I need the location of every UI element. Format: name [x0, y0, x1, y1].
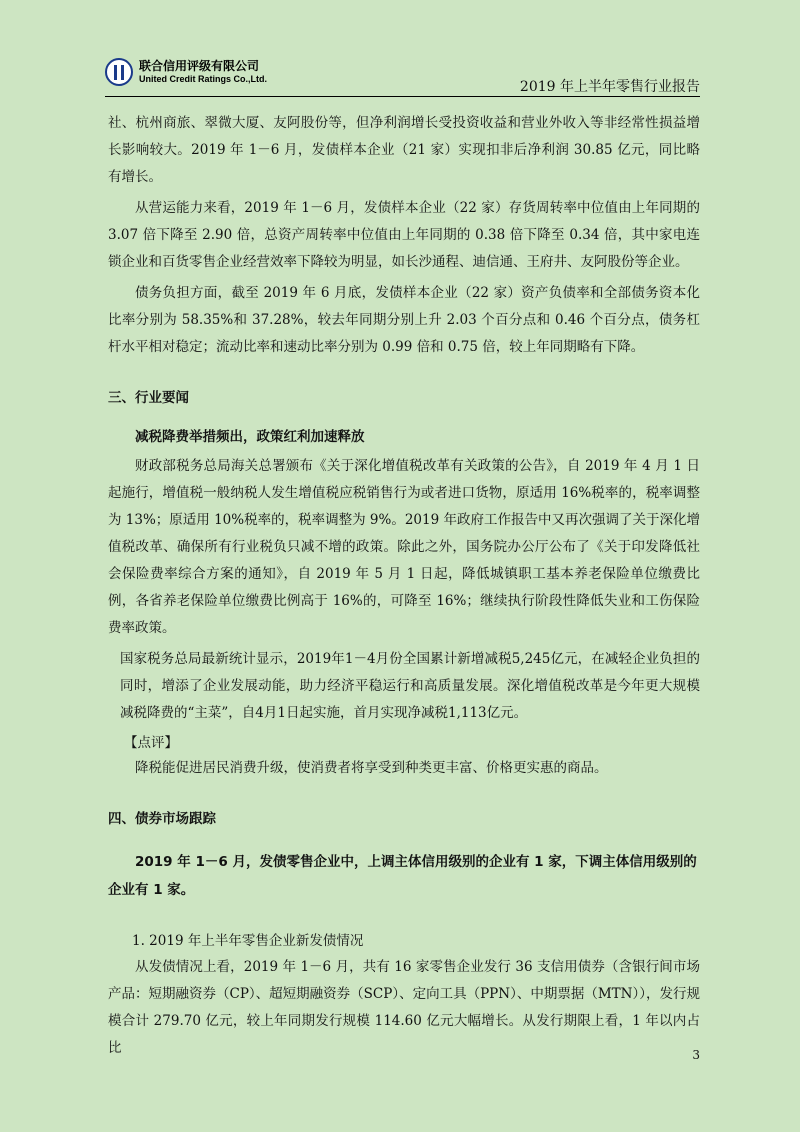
page-header	[105, 52, 700, 96]
page-number: 3	[692, 1048, 700, 1062]
header-divider	[105, 96, 700, 97]
paragraph-rating-changes: 2019 年 1－6 月，发债零售企业中，上调主体信用级别的企业有 1 家，下调主体信用级别的企业有 1 家。	[108, 854, 697, 898]
paragraph-comment: 降税能促进居民消费升级，使消费者将享受到种类更丰富、价格更实惠的商品。	[135, 760, 608, 776]
comment-label: 【点评】	[124, 735, 178, 751]
report-title: 2019 年上半年零售行业报告	[519, 79, 700, 95]
paragraph-vat-reform: 财政部税务总局海关总署颁布《关于深化增值税改革有关政策的公告》，自 2019 年 4 月 1 日起施行，增值税一般纳税人发生增值税应税销售行为或者进口货物，原适用 16%税率的，税率调整为 13%；原适用 10%税率的，税率调整为 9%。2019 年政府工作报告中又再次强调了关于深化增值税改革、确保所有行业税负只减不增的政策。除此之外，国务院办公厅公布了《关于印发降低社会保险费率综合方案的通知》，自 2019 年 5 月 1 日起，降低城镇职工基本养老保险单位缴费比例，各省养老保险单位缴费比例高于 16%的，可降至 16%；继续执行阶段性降低失业和工伤保险费率政策。	[108, 458, 700, 636]
section-heading-bond-market: 四、债券市场跟踪	[108, 811, 216, 827]
company-logo-icon	[105, 58, 133, 86]
paragraph-net-profit: 社、杭州商旅、翠微大厦、友阿股份等，但净利润增长受投资收益和营业外收入等非经常性损益增长影响较大。2019 年 1－6 月，发债样本企业（21 家）实现扣非后净利润 30.85 亿元，同比略有增长。	[108, 115, 700, 185]
paragraph-operating-capacity: 从营运能力来看，2019 年 1－6 月，发债样本企业（22 家）存货周转率中位值由上年同期的 3.07 倍下降至 2.90 倍，总资产周转率中位值由上年同期的 0.38 倍下降至 0.34 倍，其中家电连锁企业和百货零售企业经营效率下降较为明显，如长沙通程、迪信通、王府井、友阿股份等企业。	[108, 200, 700, 270]
subsection-new-issuance: 1. 2019 年上半年零售企业新发债情况	[132, 933, 364, 949]
section-heading-industry-news: 三、行业要闻	[108, 390, 189, 406]
logo-english-name: United Credit Ratings Co.,Ltd.	[139, 74, 267, 84]
logo-chinese-name: 联合信用评级有限公司	[139, 59, 260, 73]
paragraph-issuance-details: 从发债情况上看，2019 年 1－6 月，共有 16 家零售企业发行 36 支信用债券（含银行间市场产品：短期融资券（CP）、超短期融资券（SCP）、定向工具（PPN）、中期票据（MTN）），发行规模合计 279.70 亿元，较上年同期发行规模 114.60 亿元大幅增长。从发行期限上看，1 年以内占比	[108, 959, 700, 1056]
paragraph-debt-burden: 债务负担方面，截至 2019 年 6 月底，发债样本企业（22 家）资产负债率和全部债务资本化比率分别为 58.35%和 37.28%，较去年同期分别上升 2.03 个百分点和 0.46 个百分点，债务杠杆水平相对稳定；流动比率和速动比率分别为 0.99 倍和 0.75 倍，较上年同期略有下降。	[108, 285, 700, 355]
paragraph-tax-statistics: 国家税务总局最新统计显示，2019年1－4月份全国累计新增减税5,245亿元，在减轻企业负担的同时，增添了企业发展动能，助力经济平稳运行和高质量发展。深化增值税改革是今年更大规模减税降费的“主菜”，自4月1日起实施，首月实现净减税1,113亿元。	[120, 651, 700, 721]
subheading-tax-cut: 减税降费举措频出，政策红利加速释放	[135, 429, 365, 445]
document-body	[108, 110, 700, 1066]
